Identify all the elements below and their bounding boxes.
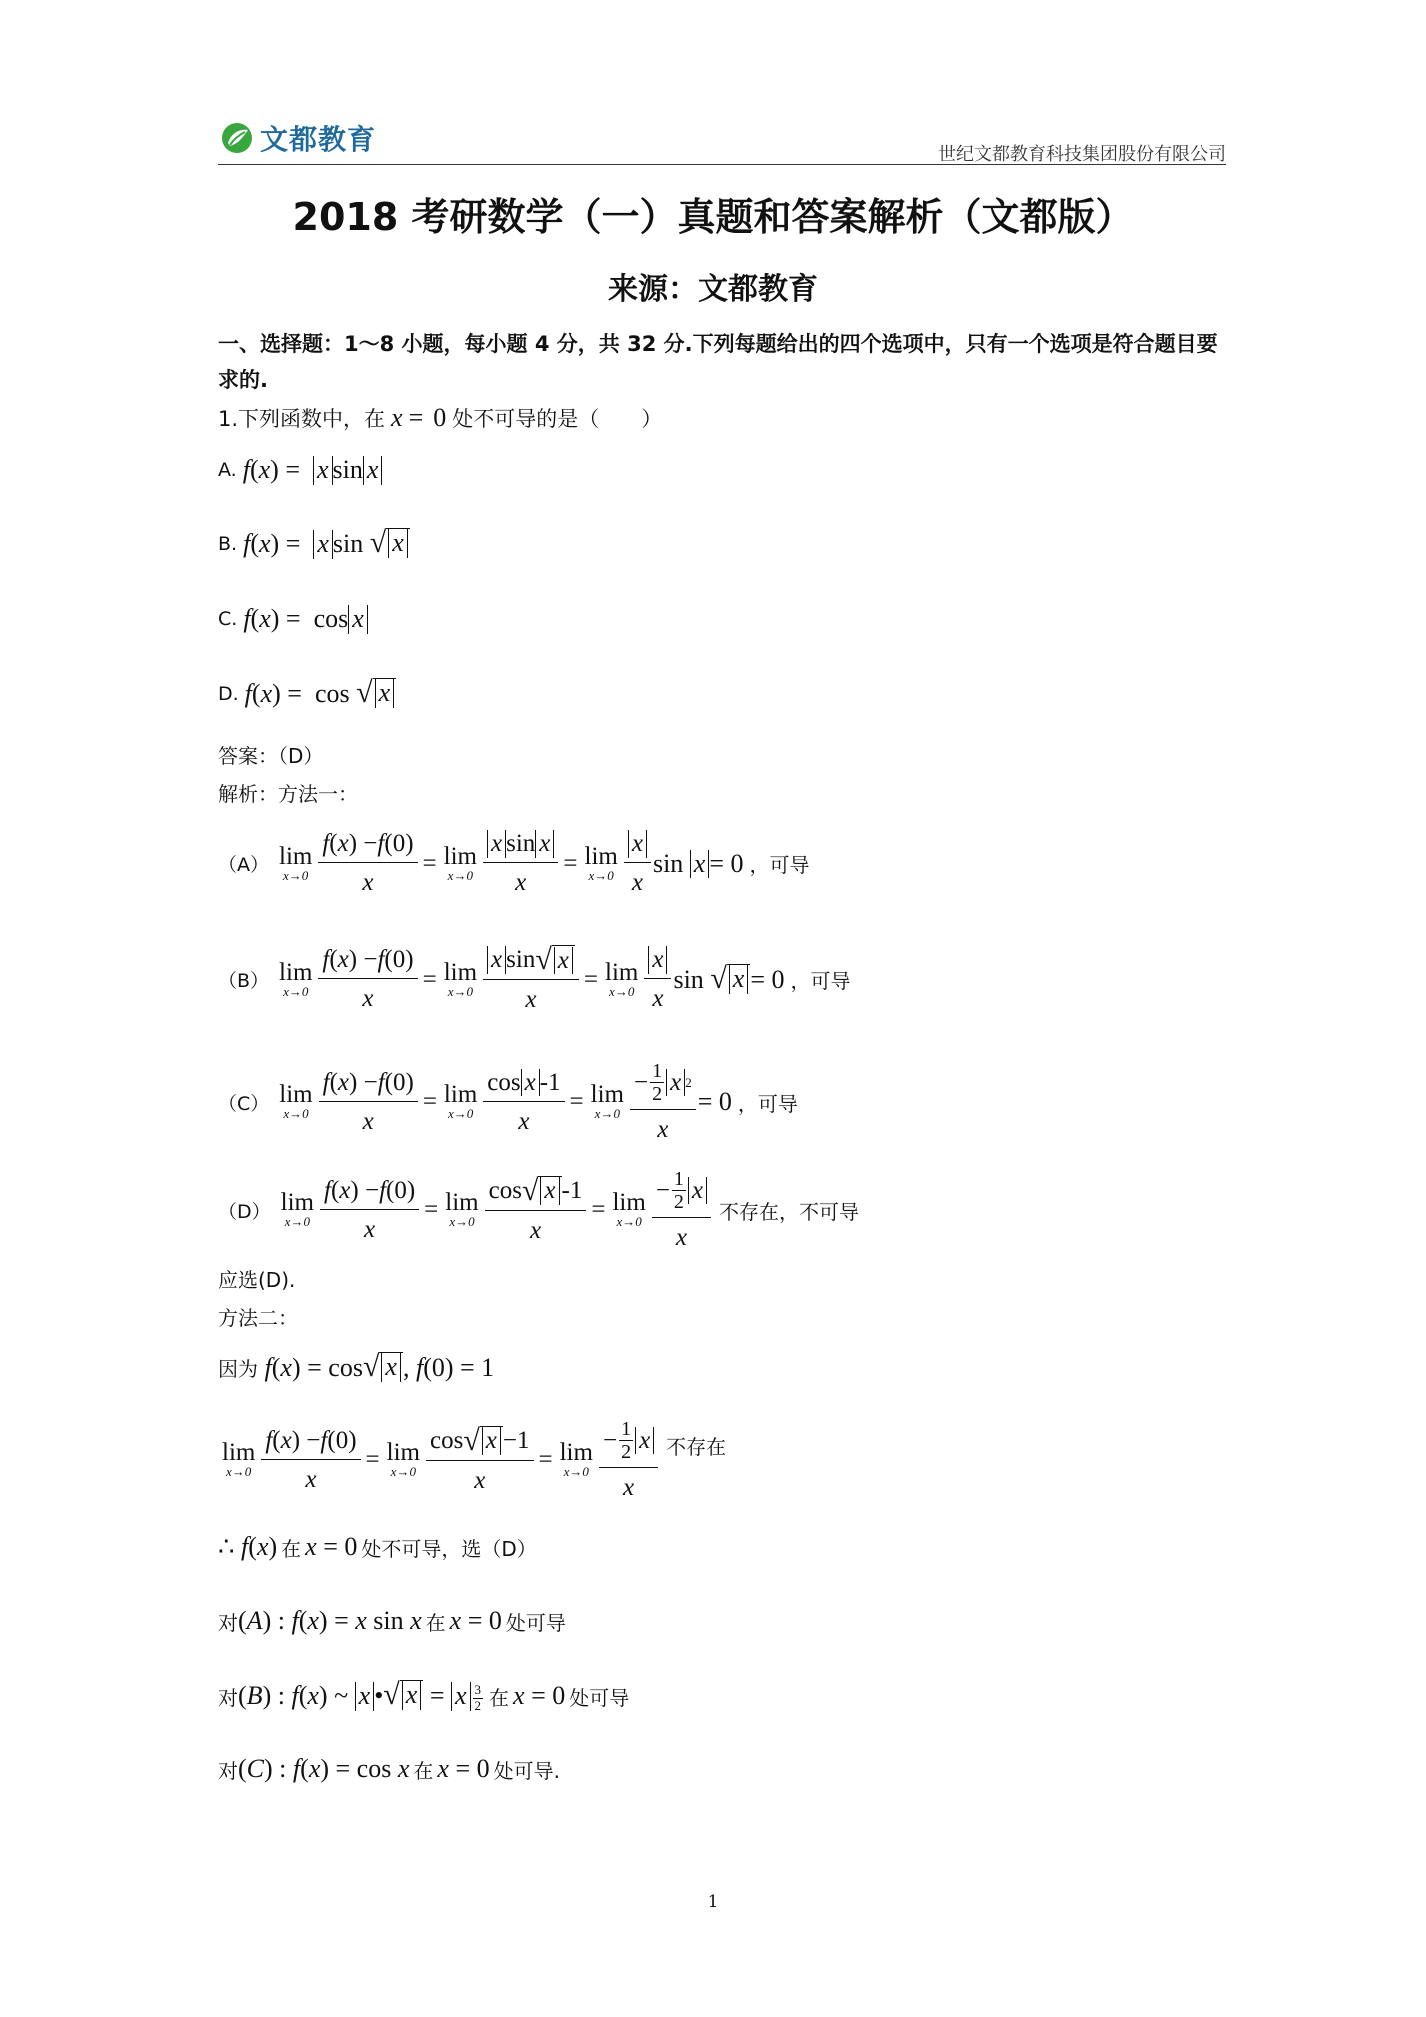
row-b-tag: （B） (218, 970, 270, 992)
row-a-tag: （A） (218, 854, 269, 876)
stem-eq: = (408, 403, 424, 432)
row-a-tail: ，可导 (749, 853, 810, 877)
check-a-prefix: 对 (218, 1610, 238, 1635)
solution-row-d: （D） lim x→0 f ( x ) − f (0) x = lim x→0 cos √ x -1 x = lim x→0 − $\frac{1}{2}$ x x 不存在，不可导 (218, 1168, 860, 1251)
option-b: B. f(x) = x sin √ x (218, 528, 410, 559)
therefore-end: 处不可导，选（D） (361, 1536, 537, 1561)
row-c-tag: （C） (218, 1092, 270, 1115)
therefore-mid: 在 (281, 1536, 302, 1561)
section-heading: 一、选择题：1～8 小题，每小题 4 分，共 32 分.下列每题给出的四个选项中，只有一个选项是符合题目要求的. (218, 332, 1218, 392)
method-two-limit: lim x→0 f ( x ) − f (0) x = lim x→0 cos √ x −1 x = lim x→0 − $\frac{1}{2}$ x x 不存在 (222, 1418, 727, 1501)
check-c-line: 对 (C) : f(x) = cos x 在 x = 0 处可导. (218, 1754, 560, 1783)
check-a-line: 对 (A) : f(x) = x sin x 在 x = 0 处可导 (218, 1606, 566, 1635)
stem-var: x (391, 403, 403, 432)
because-line: 因为 f(x) = cos √ x , f(0) = 1 (218, 1350, 495, 1383)
check-c-end: 处可导. (493, 1758, 560, 1783)
because-label: 因为 (218, 1357, 258, 1381)
not-exist: 不存在 (666, 1434, 727, 1459)
option-a-label: A. (218, 459, 237, 481)
option-d: D. f(x) = cos √ x (218, 678, 396, 709)
option-a: A. f(x) = x sin x (218, 455, 382, 485)
analysis-label: 解析：方法一： (218, 782, 358, 806)
option-d-label: D. (218, 682, 239, 705)
solution-row-a: （A） lim x→0 f ( x ) − f (0) x = lim x→0 x sin x x = lim x→0 $\frac{x}{x}$ sin x = 0 ，可导 (218, 830, 810, 896)
choose-d: 应选(D). (218, 1268, 296, 1292)
logo-leaf-icon (220, 121, 254, 155)
check-b-prefix: 对 (218, 1685, 238, 1710)
row-d-tag: （D） (218, 1200, 271, 1223)
solution-row-b: （B） lim x→0 f ( x ) − f (0) x = lim x→0 x sin √ x x = lim x→0 $\frac{x}{x}$ sin √ x = 0 ，可导 (218, 943, 851, 1013)
page-subtitle: 来源：文都教育 (608, 272, 818, 307)
therefore-line: ∴ f(x) 在 x = 0 处不可导，选（D） (218, 1532, 537, 1561)
option-c: C. f(x) = cos x (218, 604, 368, 634)
option-c-label: C. (218, 608, 238, 630)
page-title: 2018 考研数学（一）真题和答案解析（文都版） (292, 195, 1134, 239)
method-two: 方法二： (218, 1306, 298, 1330)
row-b-tail: ，可导 (790, 969, 851, 993)
check-b-end: 处可导 (569, 1685, 630, 1710)
option-b-label: B. (218, 532, 238, 555)
row-d-tail: 不存在，不可导 (719, 1199, 860, 1224)
check-c-prefix: 对 (218, 1758, 238, 1783)
check-a-at: 在 (425, 1610, 446, 1635)
check-c-at: 在 (413, 1758, 434, 1783)
row-c-tail: ，可导 (737, 1091, 798, 1116)
solution-row-c: （C） lim x→0 f ( x ) − f (0) x = lim x→0 cos x -1 x = lim x→0 − $\frac{1}{2}$ x 2 x = 0 ，可导 (218, 1060, 798, 1143)
question-stem (218, 403, 662, 433)
page-number: 1 (707, 1892, 719, 1912)
header-divider (218, 164, 1226, 165)
logo-text: 文都教育 (260, 123, 377, 156)
stem-zero: 0 (433, 403, 447, 432)
stem-prefix: 1.下列函数中，在 (218, 407, 386, 431)
check-b-at: 在 (489, 1685, 510, 1710)
stem-suffix: 处不可导的是（ ） (452, 407, 663, 431)
check-b-line: 对 (B) : f(x) ~ x • √ x = x $\frac{3}{2}$ 在 x = 0 处可导 (218, 1678, 630, 1713)
logo (220, 118, 376, 158)
check-a-end: 处可导 (505, 1610, 566, 1635)
answer-label: 答案：（D） (218, 744, 324, 768)
company-name: 世纪文都教育科技集团股份有限公司 (938, 144, 1226, 165)
